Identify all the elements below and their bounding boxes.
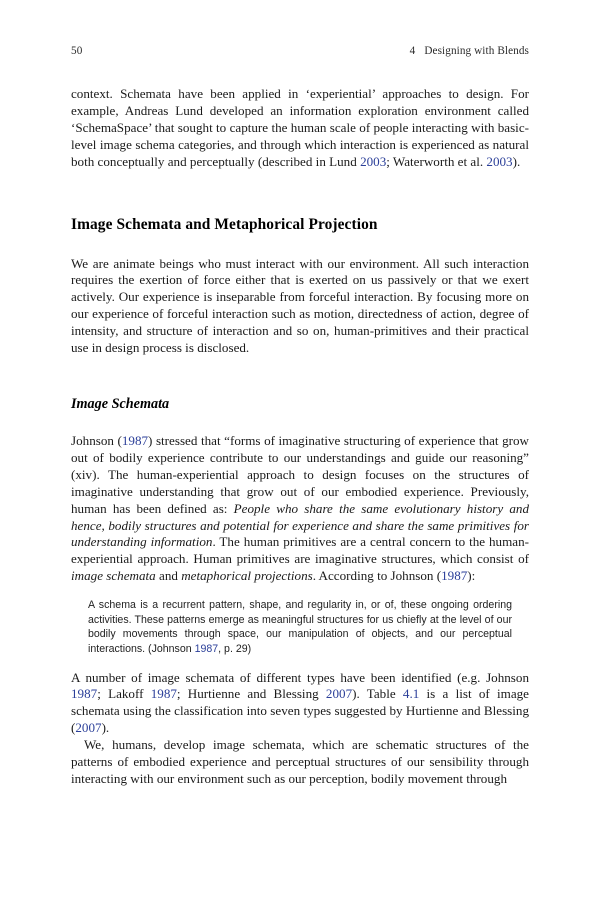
schemata-text-c: ; Hurtienne and Blessing: [176, 686, 326, 702]
johnson-text-c: . The human primitives are a central concern to the human-experiential approach. Human primitives are imaginative structures, which consist of: [71, 534, 530, 567]
chapter-title: Designing with Blends: [424, 45, 529, 57]
paragraph-continued: [71, 86, 529, 171]
johnson-text-f: ):: [467, 568, 476, 584]
table-link-4-1[interactable]: 4.1: [402, 686, 420, 702]
term-metaphorical-projections: metaphorical projections: [181, 568, 313, 584]
johnson-text-b: ) stressed that “forms of imaginative structuring of experience that grow out of bodily experience contribute to our understandings and guide our reasoning” (xiv). The human-experiential approach to design focuses on the structures of imaginative understanding that grow out of our embodied experience. Previously, human has been defined as:: [71, 432, 529, 516]
paragraph-schemata-types: [71, 670, 529, 738]
block-quote-johnson: [71, 598, 512, 656]
citation-link-lakoff-1987[interactable]: 1987: [150, 686, 177, 702]
term-image-schemata: image schemata: [71, 568, 156, 584]
citation-link-hurtienne-blessing-2007-a[interactable]: 2007: [325, 686, 353, 702]
chapter-number: 4: [409, 45, 416, 57]
paragraph-intro: We are animate beings who must interact with our environment. All such interaction requires the exertion of force either that is exerted on us passively or that we exert actively. Our experience is inseparable from forceful interaction. By focusing more on our experience of forceful interaction such as motion, directedness of action, degree of intensity, and structure of interaction and so on, human-primitives and their practical use in design process is disclosed.: [71, 255, 529, 356]
schemata-text-b: ; Lakoff: [97, 686, 151, 702]
johnson-text-e: . According to Johnson (: [312, 568, 442, 584]
citation-link-johnson-1987-quote[interactable]: 1987: [194, 642, 219, 655]
section-heading-b-wrapper: [71, 395, 529, 413]
paragraph-johnson: [71, 433, 529, 585]
johnson-italic-definition: People who share the same evolutionary history and hence, bodily structures and potential for experience and share the same primitives for understanding information: [71, 500, 529, 550]
page-number: 50: [71, 45, 83, 57]
paragraph-text: context. Schemata have been applied in ‘experiential’ approaches to design. For example, Andreas Lund developed an information exploration environment called ‘SchemaSpace’ that sought to capture the human scale of people interacting with basic-level image schema categories, and through which interaction is experienced as natural both conceptually and perceptually (described in Lund: [71, 86, 529, 169]
schemata-text-d: ). Table: [352, 686, 403, 702]
paragraph-last: We, humans, develop image schemata, which are schematic structures of the patterns of embodied experience and perceptual structures of our sensibility through interacting with our environment such as our perception, bodily movement through: [71, 737, 529, 786]
johnson-text-a: Johnson (: [71, 432, 122, 448]
schemata-text-a: A number of image schemata of different types have been identified (e.g. Johnson: [71, 669, 529, 685]
citation-link-waterworth-2003[interactable]: 2003: [486, 153, 513, 169]
section-heading-image-schemata-metaphorical-projection: Image Schemata and Metaphorical Projection: [71, 215, 378, 233]
schemata-text-e: is a list of image schemata using the classification into seven types suggested by Hurtienne and Blessing (: [71, 686, 529, 736]
block-quote-text: [88, 598, 512, 656]
page-content: [71, 0, 529, 788]
running-head: [71, 45, 529, 63]
citation-link-lund-2003[interactable]: 2003: [360, 153, 387, 169]
schemata-text-f: ).: [101, 720, 110, 736]
subsection-heading-image-schemata: Image Schemata: [71, 395, 170, 412]
paragraph-text-3: ).: [512, 153, 521, 169]
citation-link-johnson-1987-a[interactable]: 1987: [121, 432, 149, 448]
citation-link-johnson-1987-c[interactable]: 1987: [71, 686, 98, 702]
citation-link-johnson-1987-b[interactable]: 1987: [441, 568, 468, 584]
johnson-text-d: and: [155, 568, 182, 584]
extract-text-a: A schema is a recurrent pattern, shape, and regularity in, or of, these ongoing ordering activities. These patterns emerge as meaningful structures for us chiefly at the level of our bodily movements through space, our manipulation of objects, and our perceptual interactions. (Johnson: [88, 599, 512, 655]
citation-link-hurtienne-blessing-2007-b[interactable]: 2007: [75, 720, 102, 736]
chapter-running-title: [410, 45, 529, 57]
extract-text-b: , p. 29): [218, 642, 252, 655]
section-heading-a-wrapper: [71, 215, 529, 234]
paragraph-text-2: ; Waterworth et al.: [386, 153, 487, 169]
